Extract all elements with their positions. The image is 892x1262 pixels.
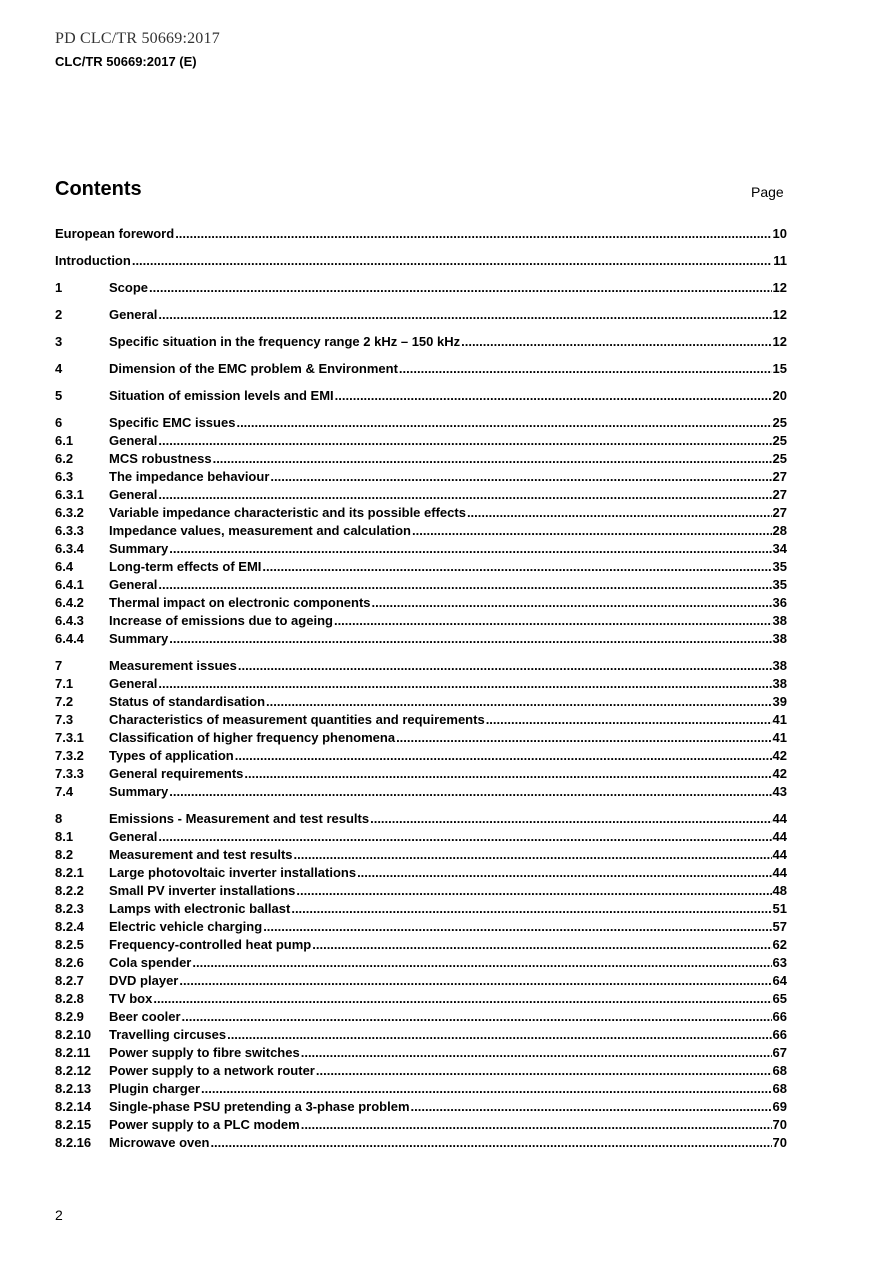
toc-dot-leader (370, 810, 771, 828)
toc-entry[interactable] (55, 747, 787, 765)
toc-entry[interactable] (55, 450, 787, 468)
toc-entry[interactable] (55, 1026, 787, 1044)
page-number: 2 (55, 1207, 63, 1223)
toc-entry-title: Power supply to a PLC modem (109, 1117, 300, 1132)
toc-entry-page: 44 (772, 829, 787, 844)
toc-entry-title: Dimension of the EMC problem & Environment (109, 361, 398, 376)
toc-group (55, 360, 787, 378)
toc-entry-number: 7.1 (55, 676, 74, 691)
toc-entry[interactable] (55, 333, 787, 351)
toc-dot-leader (399, 360, 772, 378)
toc-group (55, 252, 787, 270)
toc-entry[interactable] (55, 1098, 787, 1116)
toc-dot-leader (312, 936, 771, 954)
toc-entry[interactable] (55, 936, 787, 954)
toc-entry-number: 8.2.11 (55, 1045, 91, 1060)
toc-dot-leader (357, 864, 771, 882)
toc-entry[interactable] (55, 306, 787, 324)
toc-entry-number: 7.3.1 (55, 730, 84, 745)
toc-entry-page: 44 (772, 811, 787, 826)
toc-group (55, 387, 787, 405)
toc-entry-title: Long-term effects of EMI (109, 559, 262, 574)
toc-entry-page: 63 (772, 955, 787, 970)
toc-dot-leader (270, 468, 771, 486)
toc-group (55, 333, 787, 351)
toc-dot-leader (182, 1008, 772, 1026)
toc-entry-title: European foreword (55, 226, 175, 241)
toc-entry-title: Electric vehicle charging (109, 919, 263, 934)
toc-entry-title: Beer cooler (109, 1009, 181, 1024)
toc-entry-page: 67 (772, 1045, 787, 1060)
toc-dot-leader (235, 747, 772, 765)
toc-entry-page: 12 (772, 307, 787, 322)
toc-entry-number: 8.2.4 (55, 919, 84, 934)
toc-dot-leader (244, 765, 771, 783)
toc-entry-number: 8.2.10 (55, 1027, 92, 1042)
toc-entry-number: 4 (55, 361, 63, 376)
standard-id-header: PD CLC/TR 50669:2017 (55, 30, 220, 47)
toc-entry-page: 38 (772, 658, 787, 673)
toc-dot-leader (411, 1098, 772, 1116)
toc-entry-title: Emissions - Measurement and test results (109, 811, 370, 826)
toc-entry-page: 57 (772, 919, 787, 934)
toc-entry-number: 6.4.2 (55, 595, 84, 610)
toc-entry-page: 35 (772, 559, 787, 574)
toc-entry-title: Specific EMC issues (109, 415, 236, 430)
toc-entry[interactable] (55, 1134, 787, 1152)
toc-entry-number: 8.2.8 (55, 991, 84, 1006)
toc-entry-number: 8.2.12 (55, 1063, 92, 1078)
toc-entry-page: 25 (772, 415, 787, 430)
toc-entry-page: 11 (773, 253, 787, 268)
toc-entry[interactable] (55, 783, 787, 801)
toc-entry-page: 12 (772, 280, 787, 295)
toc-entry[interactable] (55, 594, 787, 612)
toc-entry-page: 15 (772, 361, 787, 376)
toc-entry-number: 2 (55, 307, 63, 322)
toc-entry[interactable] (55, 864, 787, 882)
toc-entry-page: 38 (772, 676, 787, 691)
toc-entry-page: 20 (772, 388, 787, 403)
document-id-header: CLC/TR 50669:2017 (E) (55, 54, 197, 69)
toc-entry-title: Microwave oven (109, 1135, 210, 1150)
toc-dot-leader (201, 1080, 772, 1098)
toc-entry-page: 43 (772, 784, 787, 799)
toc-entry-page: 44 (772, 847, 787, 862)
toc-dot-leader (412, 522, 772, 540)
toc-entry-page: 27 (772, 487, 787, 502)
toc-entry[interactable] (55, 990, 787, 1008)
toc-entry-number: 8.2.5 (55, 937, 84, 952)
toc-entry-title: Lamps with electronic ballast (109, 901, 291, 916)
toc-entry[interactable] (55, 918, 787, 936)
toc-entry-page: 12 (772, 334, 787, 349)
toc-entry-title: Impedance values, measurement and calculation (109, 523, 412, 538)
toc-entry[interactable] (55, 882, 787, 900)
toc-dot-leader (149, 279, 772, 297)
toc-entry-number: 6 (55, 415, 63, 430)
toc-entry[interactable] (55, 675, 787, 693)
toc-entry[interactable] (55, 765, 787, 783)
toc-entry[interactable] (55, 468, 787, 486)
toc-entry-title: Classification of higher frequency phenomena (109, 730, 396, 745)
toc-entry-title: Large photovoltaic inverter installations (109, 865, 357, 880)
toc-dot-leader (486, 711, 772, 729)
toc-dot-leader (227, 1026, 771, 1044)
toc-dot-leader (158, 486, 771, 504)
toc-entry-title: Characteristics of measurement quantities and requirements (109, 712, 485, 727)
toc-entry-page: 35 (772, 577, 787, 592)
toc-entry-page: 66 (772, 1009, 787, 1024)
table-of-contents (55, 225, 787, 1161)
toc-entry-page: 25 (772, 451, 787, 466)
toc-entry-title: General requirements (109, 766, 244, 781)
toc-entry-title: Power supply to fibre switches (109, 1045, 300, 1060)
toc-entry-number: 7.4 (55, 784, 74, 799)
toc-entry[interactable] (55, 657, 787, 675)
toc-dot-leader (213, 450, 772, 468)
toc-entry[interactable] (55, 846, 787, 864)
toc-entry-title: MCS robustness (109, 451, 212, 466)
toc-entry[interactable] (55, 225, 787, 243)
toc-dot-leader (158, 432, 771, 450)
toc-entry-title: General (109, 433, 158, 448)
toc-entry-number: 8.2.13 (55, 1081, 92, 1096)
toc-entry-title: Small PV inverter installations (109, 883, 296, 898)
toc-entry-number: 8.2.15 (55, 1117, 92, 1132)
toc-entry-page: 70 (772, 1117, 787, 1132)
toc-entry-number: 6.3.2 (55, 505, 84, 520)
toc-entry-page: 28 (772, 523, 787, 538)
toc-entry-number: 6.4 (55, 559, 74, 574)
toc-entry-number: 6.4.1 (55, 577, 84, 592)
toc-entry-page: 27 (772, 505, 787, 520)
toc-dot-leader (396, 729, 771, 747)
toc-entry-page: 44 (772, 865, 787, 880)
toc-entry[interactable] (55, 522, 787, 540)
toc-dot-leader (301, 1044, 772, 1062)
toc-entry-title: Single-phase PSU pretending a 3-phase problem (109, 1099, 410, 1114)
toc-entry-number: 3 (55, 334, 63, 349)
toc-dot-leader (262, 558, 771, 576)
toc-entry[interactable] (55, 414, 787, 432)
toc-entry-page: 62 (772, 937, 787, 952)
toc-entry[interactable] (55, 387, 787, 405)
toc-entry-title: Cola spender (109, 955, 192, 970)
toc-entry-title: Summary (109, 631, 169, 646)
toc-dot-leader (236, 414, 771, 432)
toc-entry-title: Thermal impact on electronic components (109, 595, 371, 610)
toc-entry-number: 8.2.16 (55, 1135, 92, 1150)
toc-entry-title: Introduction (55, 253, 131, 268)
toc-entry-number: 8.2.7 (55, 973, 84, 988)
toc-entry-number: 7.3.2 (55, 748, 84, 763)
toc-entry[interactable] (55, 486, 787, 504)
toc-entry-page: 42 (772, 748, 787, 763)
toc-entry[interactable] (55, 1080, 787, 1098)
toc-dot-leader (301, 1116, 772, 1134)
toc-entry-page: 48 (772, 883, 787, 898)
toc-entry-title: Types of application (109, 748, 234, 763)
toc-entry-number: 6.3.3 (55, 523, 84, 538)
toc-entry-page: 68 (772, 1063, 787, 1078)
toc-entry-title: Frequency-controlled heat pump (109, 937, 312, 952)
toc-entry-page: 27 (772, 469, 787, 484)
toc-entry-title: DVD player (109, 973, 179, 988)
toc-dot-leader (296, 882, 771, 900)
toc-entry[interactable] (55, 810, 787, 828)
toc-entry-title: Power supply to a network router (109, 1063, 315, 1078)
toc-entry-number: 7.2 (55, 694, 74, 709)
toc-entry-title: TV box (109, 991, 153, 1006)
toc-entry-number: 6.4.3 (55, 613, 84, 628)
toc-dot-leader (461, 333, 771, 351)
toc-entry-number: 1 (55, 280, 63, 295)
toc-dot-leader (175, 225, 771, 243)
toc-group (55, 414, 787, 648)
toc-entry[interactable] (55, 900, 787, 918)
toc-entry-page: 41 (772, 712, 787, 727)
toc-entry-page: 36 (772, 595, 787, 610)
toc-entry-title: The impedance behaviour (109, 469, 270, 484)
toc-dot-leader (266, 693, 772, 711)
toc-entry-number: 8.2 (55, 847, 74, 862)
toc-entry-title: Measurement and test results (109, 847, 293, 862)
toc-entry-page: 64 (772, 973, 787, 988)
toc-dot-leader (158, 828, 771, 846)
toc-entry-page: 25 (772, 433, 787, 448)
toc-entry-number: 6.1 (55, 433, 74, 448)
toc-entry-title: General (109, 829, 158, 844)
toc-entry-page: 34 (772, 541, 787, 556)
toc-entry-page: 66 (772, 1027, 787, 1042)
toc-entry-page: 41 (772, 730, 787, 745)
toc-entry-page: 69 (772, 1099, 787, 1114)
toc-entry[interactable] (55, 1008, 787, 1026)
toc-entry[interactable] (55, 954, 787, 972)
toc-entry-title: Status of standardisation (109, 694, 266, 709)
toc-group (55, 657, 787, 801)
toc-dot-leader (192, 954, 771, 972)
toc-entry-number: 6.4.4 (55, 631, 84, 646)
toc-entry-number: 8 (55, 811, 63, 826)
toc-entry-title: Scope (109, 280, 149, 295)
toc-entry-number: 7.3 (55, 712, 74, 727)
toc-entry-page: 70 (772, 1135, 787, 1150)
toc-entry-title: General (109, 307, 158, 322)
toc-entry[interactable] (55, 558, 787, 576)
toc-entry-page: 68 (772, 1081, 787, 1096)
toc-entry[interactable] (55, 1044, 787, 1062)
toc-dot-leader (169, 630, 771, 648)
toc-entry[interactable] (55, 972, 787, 990)
page-column-label: Page (751, 184, 784, 200)
toc-entry[interactable] (55, 1116, 787, 1134)
toc-entry-title: General (109, 577, 158, 592)
toc-entry-number: 7.3.3 (55, 766, 84, 781)
toc-entry[interactable] (55, 360, 787, 378)
toc-dot-leader (334, 612, 772, 630)
toc-dot-leader (132, 252, 772, 270)
toc-entry[interactable] (55, 630, 787, 648)
toc-dot-leader (158, 675, 771, 693)
toc-group (55, 279, 787, 297)
toc-dot-leader (291, 900, 771, 918)
toc-entry-title: Specific situation in the frequency range 2 kHz – 150 kHz (109, 334, 461, 349)
toc-entry[interactable] (55, 1062, 787, 1080)
toc-entry-number: 8.2.1 (55, 865, 84, 880)
toc-entry-number: 8.2.6 (55, 955, 84, 970)
toc-entry[interactable] (55, 828, 787, 846)
toc-group (55, 306, 787, 324)
toc-dot-leader (153, 990, 771, 1008)
toc-entry[interactable] (55, 711, 787, 729)
toc-entry-title: Situation of emission levels and EMI (109, 388, 334, 403)
toc-dot-leader (294, 846, 772, 864)
toc-dot-leader (169, 783, 771, 801)
toc-entry-title: Measurement issues (109, 658, 237, 673)
toc-entry-title: General (109, 676, 158, 691)
toc-entry-page: 38 (772, 613, 787, 628)
toc-dot-leader (158, 576, 771, 594)
toc-group (55, 810, 787, 1152)
toc-entry[interactable] (55, 252, 787, 270)
toc-entry-page: 42 (772, 766, 787, 781)
toc-entry[interactable] (55, 576, 787, 594)
toc-entry[interactable] (55, 612, 787, 630)
toc-dot-leader (316, 1062, 772, 1080)
toc-entry-number: 7 (55, 658, 63, 673)
toc-entry-number: 6.3.4 (55, 541, 84, 556)
toc-entry[interactable] (55, 504, 787, 522)
toc-entry-title: Summary (109, 541, 169, 556)
toc-entry-number: 8.1 (55, 829, 74, 844)
toc-entry-number: 6.2 (55, 451, 74, 466)
toc-dot-leader (179, 972, 771, 990)
toc-entry-number: 5 (55, 388, 63, 403)
toc-entry-title: Summary (109, 784, 169, 799)
toc-entry-number: 8.2.14 (55, 1099, 92, 1114)
toc-entry-page: 39 (772, 694, 787, 709)
toc-group (55, 225, 787, 243)
toc-dot-leader (263, 918, 771, 936)
toc-entry-page: 51 (772, 901, 787, 916)
toc-entry[interactable] (55, 729, 787, 747)
toc-entry[interactable] (55, 432, 787, 450)
toc-entry-title: Plugin charger (109, 1081, 201, 1096)
toc-entry-page: 10 (772, 226, 787, 241)
toc-entry-number: 6.3.1 (55, 487, 84, 502)
toc-dot-leader (210, 1134, 771, 1152)
toc-entry-title: Variable impedance characteristic and its possible effects (109, 505, 466, 520)
toc-dot-leader (335, 387, 772, 405)
toc-entry-number: 8.2.2 (55, 883, 84, 898)
toc-dot-leader (372, 594, 772, 612)
toc-entry-title: Travelling circuses (109, 1027, 227, 1042)
toc-entry[interactable] (55, 693, 787, 711)
toc-entry[interactable] (55, 279, 787, 297)
toc-entry-title: General (109, 487, 158, 502)
toc-entry-number: 6.3 (55, 469, 74, 484)
page-title: Contents (55, 178, 142, 200)
toc-entry-page: 38 (772, 631, 787, 646)
toc-dot-leader (467, 504, 772, 522)
toc-entry-number: 8.2.3 (55, 901, 84, 916)
toc-entry-number: 8.2.9 (55, 1009, 84, 1024)
toc-dot-leader (158, 306, 771, 324)
toc-entry-title: Increase of emissions due to ageing (109, 613, 333, 628)
toc-dot-leader (169, 540, 771, 558)
toc-entry[interactable] (55, 540, 787, 558)
toc-dot-leader (238, 657, 772, 675)
toc-entry-page: 65 (772, 991, 787, 1006)
